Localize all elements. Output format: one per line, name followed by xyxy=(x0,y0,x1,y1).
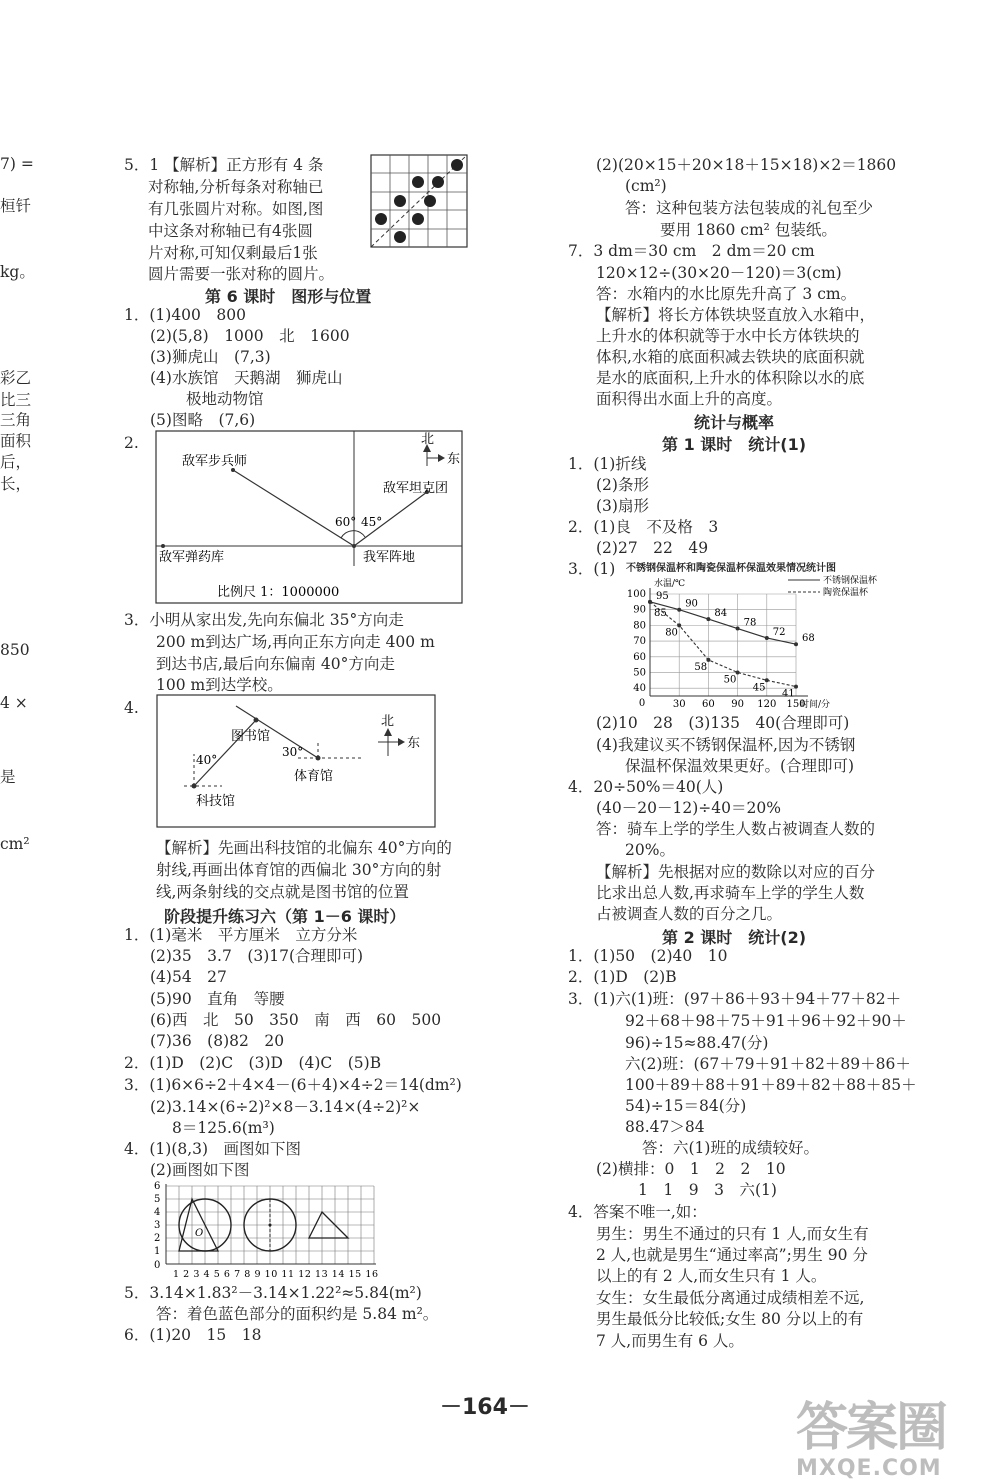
grid-y-labels xyxy=(154,1181,160,1271)
p5-line: 片对称,可知仅剩最后1张 xyxy=(148,244,318,262)
answer-line: (6)西 北 50 350 南 西 60 500 xyxy=(150,1011,442,1029)
data-point xyxy=(706,617,710,621)
answer-line: 以上的有 2 人,而女生只有 1 人。 xyxy=(596,1267,827,1285)
answer-line: (2)横排：0 1 2 2 10 xyxy=(596,1160,786,1178)
data-label: 58 xyxy=(694,661,708,673)
explanation-line: 射线,再画出体育馆的西偏北 30°方向的射 xyxy=(156,861,442,879)
answer-line: 88.47＞84 xyxy=(625,1118,705,1136)
angle-40: 40° xyxy=(196,753,218,767)
answer-line: 答：这种包装方法包装成的礼包至少 xyxy=(625,199,874,217)
answer-line: 男生最低分比较低;女生 80 分以上的有 xyxy=(596,1310,864,1328)
p5-line: 5．1 【解析】正方形有 4 条 xyxy=(124,156,324,174)
answer-line: 2. xyxy=(124,434,139,452)
y-tick-label: 80 xyxy=(633,620,646,632)
answer-line: 要用 1860 cm² 包装纸。 xyxy=(660,221,837,239)
answer-line: (3)狮虎山 (7,3) xyxy=(150,348,271,366)
answer-line: 男生：男生不通过的只有 1 人,而女生有 xyxy=(596,1225,869,1243)
data-label: 84 xyxy=(714,608,728,620)
cut-text: 4 × xyxy=(0,694,28,712)
grid-x-labels: 1 2 3 4 5 6 7 8 9 10 11 12 13 14 15 16 xyxy=(173,1269,378,1280)
explanation-line: 【解析】先根据对应的数除以对应的百分 xyxy=(596,863,876,881)
base-label: 我军阵地 xyxy=(363,550,416,565)
data-label: 50 xyxy=(723,674,737,686)
answer-line: 3．(1)六(1)班：(97＋86＋93＋94＋77＋82＋ xyxy=(568,990,902,1008)
answer-line: 120×12÷(30×20－120)＝3(cm) xyxy=(596,264,842,282)
answer-line: 8＝125.6(m³) xyxy=(172,1119,275,1137)
answer-line: 保温杯保温效果更好。(合理即可) xyxy=(625,757,855,775)
data-label: 95 xyxy=(656,590,669,602)
legend-label: 陶瓷保温杯 xyxy=(823,588,869,598)
cut-text: 850 xyxy=(0,641,30,659)
data-point xyxy=(794,642,798,646)
explanation-line: 比求出总人数,再求骑车上学的学生人数 xyxy=(596,884,865,902)
answer-line: 3．(1) xyxy=(568,560,616,578)
data-point xyxy=(648,600,652,604)
legend-label: 不锈钢保温杯 xyxy=(823,576,878,586)
p5-line: 对称轴,分析每条对称轴已 xyxy=(148,178,324,196)
answer-line: 1．(1)折线 xyxy=(568,455,647,473)
section-title: 第 1 课时 统计(1) xyxy=(662,435,807,454)
data-label: 45 xyxy=(752,682,766,694)
answer-line: 2．(1)D (2)C (3)D (4)C (5)B xyxy=(124,1054,382,1072)
cut-text: 三角 xyxy=(0,411,32,429)
x-axis-label: 时间/分 xyxy=(800,700,831,708)
angle-30: 30° xyxy=(282,745,304,759)
answer-line: (5)90 直角 等腰 xyxy=(150,990,285,1008)
svg-text:4: 4 xyxy=(154,1207,161,1218)
answer-line: 1 1 9 3 六(1) xyxy=(638,1181,777,1199)
battle-map-figure xyxy=(155,430,465,606)
cut-text: 彩乙 xyxy=(0,369,32,387)
x-tick-label: 120 xyxy=(757,699,777,708)
section-title: 统计与概率 xyxy=(694,413,775,432)
answer-line: 答：骑车上学的学生人数占被调查人数的 xyxy=(596,820,876,838)
section-title: 第 2 课时 统计(2) xyxy=(662,928,807,947)
answer-line: 4．答案不唯一,如： xyxy=(568,1203,707,1221)
cut-text: 是 xyxy=(0,768,16,786)
answer-line: 1．(1)毫米 平方厘米 立方分米 xyxy=(124,926,358,944)
answer-line: (4)54 27 xyxy=(150,968,227,986)
location-map-figure xyxy=(156,694,438,830)
explanation-line: 面积得出水面上升的高度。 xyxy=(596,390,783,408)
answer-line: 女生：女生最低分离通过成绩相差不远, xyxy=(596,1289,865,1307)
page-number: －164－ xyxy=(440,1395,530,1420)
explanation-line: 线,两条射线的交点就是图书馆的位置 xyxy=(156,883,409,901)
x-tick-label: 30 xyxy=(672,699,686,708)
answer-line: 7 人,而男生有 6 人。 xyxy=(596,1332,744,1350)
scale-label: 比例尺 1：1000000 xyxy=(217,585,340,600)
answer-line: 7．3 dm＝30 cm 2 dm＝20 cm xyxy=(568,242,815,260)
answer-line: (3)扇形 xyxy=(596,497,649,515)
angle-60: 60° xyxy=(335,515,357,529)
cut-text: 后， xyxy=(0,453,32,471)
svg-text:0: 0 xyxy=(154,1260,161,1271)
answer-line: 到达书店,最后向东偏南 40°方向走 xyxy=(156,655,395,673)
north-label: 北 xyxy=(421,432,435,447)
svg-text:3: 3 xyxy=(154,1220,161,1231)
east-label: 东 xyxy=(407,736,421,751)
explanation-line: 体积,水箱的底面积减去铁块的底面积就 xyxy=(596,348,865,366)
explanation-line: 是水的底面积,上升水的体积除以水的底 xyxy=(596,369,865,387)
data-label: 90 xyxy=(685,598,698,610)
answer-line: 4. xyxy=(124,699,139,717)
answer-line: 54)÷15＝84(分) xyxy=(625,1097,747,1115)
p5-line: 中这条对称轴已有4张圆 xyxy=(148,222,313,240)
cut-text: kg。 xyxy=(0,263,35,281)
explanation-line: 【解析】将长方体铁块竖直放入水箱中， xyxy=(596,306,876,324)
data-label: 41 xyxy=(782,688,795,700)
y-axis-label: 水温/℃ xyxy=(654,579,686,589)
angle-45: 45° xyxy=(361,515,383,529)
answer-line: (2)(5,8) 1000 北 1600 xyxy=(150,327,350,345)
p5-line: 圆片需要一张对称的圆片。 xyxy=(148,265,335,283)
data-point xyxy=(736,627,740,631)
x-tick-label: 90 xyxy=(731,699,744,708)
chart-title: 不锈钢保温杯和陶瓷保温杯保温效果情况统计图 xyxy=(626,563,836,574)
y-tick-label: 60 xyxy=(633,651,646,663)
data-point xyxy=(677,608,681,612)
y-tick-label: 50 xyxy=(633,667,646,679)
answer-line: (40－20－12)÷40＝20% xyxy=(596,799,781,817)
north-label: 北 xyxy=(381,714,395,729)
answer-line: 20%。 xyxy=(625,841,675,859)
answer-line: (7)36 (8)82 20 xyxy=(150,1032,285,1050)
data-label: 80 xyxy=(665,627,678,639)
data-label: 68 xyxy=(802,633,815,645)
x-tick-label: 60 xyxy=(702,699,715,708)
answer-line: 1．(1)50 (2)40 10 xyxy=(568,947,728,965)
explanation-line: 【解析】先画出科技馆的北偏东 40°方向的 xyxy=(156,839,452,857)
answer-line: 极地动物馆 xyxy=(186,390,264,408)
answer-line: 答：水箱内的水比原先升高了 3 cm。 xyxy=(596,285,857,303)
answer-line: 100 m到达学校。 xyxy=(156,676,283,694)
ammo-label: 敌军弹药库 xyxy=(159,550,225,565)
east-label: 东 xyxy=(447,452,461,467)
answer-line: 2 人,也就是男生“通过率高”;男生 90 分 xyxy=(596,1246,868,1264)
answer-line: 3．(1)6×6÷2＋4×4－(6＋4)×4÷2＝14(dm²) xyxy=(124,1076,462,1094)
answer-line: 答：六(1)班的成绩较好。 xyxy=(642,1139,819,1157)
data-point xyxy=(765,636,769,640)
answer-line: 92＋68＋98＋75＋91＋96＋92＋90＋ xyxy=(625,1012,907,1030)
data-label: 78 xyxy=(743,617,757,629)
data-label: 85 xyxy=(654,607,667,619)
cut-text: 比三 xyxy=(0,391,32,409)
y-tick-label: 90 xyxy=(633,604,646,616)
answer-line: 六(2)班：(67＋79＋91＋82＋89＋86＋ xyxy=(625,1055,911,1073)
answer-line: 2．(1)D (2)B xyxy=(568,968,677,986)
answer-line: (2)35 3.7 (3)17(合理即可) xyxy=(150,947,364,965)
answer-line: (2)(20×15＋20×18＋15×18)×2＝1860 xyxy=(596,156,897,174)
y-tick-label: 40 xyxy=(633,683,646,695)
answer-line: (2)3.14×(6÷2)²×8－3.14×(4÷2)²× xyxy=(150,1098,421,1116)
answer-line: 2．(1)良 不及格 3 xyxy=(568,518,719,536)
origin-label: O xyxy=(195,1228,204,1239)
infantry-label: 敌军步兵师 xyxy=(182,454,248,469)
answer-line: (4)水族馆 天鹅湖 狮虎山 xyxy=(150,369,343,387)
section-title: 阶段提升练习六（第 1－6 课时） xyxy=(164,907,406,926)
library-label: 图书馆 xyxy=(231,729,271,744)
answer-line: 答：着色蓝色部分的面积约是 5.84 m²。 xyxy=(156,1305,439,1323)
answer-line: 4．(1)(8,3) 画图如下图 xyxy=(124,1140,302,1158)
coordinate-grid-figure xyxy=(150,1180,382,1280)
x-tick-label: 150 xyxy=(786,699,806,708)
answer-line: (2)27 22 49 xyxy=(596,539,709,557)
explanation-line: 上升水的体积就等于水中长方体铁块的 xyxy=(596,327,860,345)
answer-line: 3．小明从家出发,先向东偏北 35°方向走 xyxy=(124,611,404,629)
y-tick-label: 70 xyxy=(633,636,646,648)
data-label: 72 xyxy=(772,626,786,638)
answer-line: (5)图略 (7,6) xyxy=(150,411,256,429)
svg-text:2: 2 xyxy=(154,1233,161,1244)
svg-text:6: 6 xyxy=(154,1181,161,1192)
svg-text:1: 1 xyxy=(154,1246,161,1257)
answer-line: 1．(1)400 800 xyxy=(124,306,246,324)
y-tick-label: 100 xyxy=(626,589,646,600)
cut-text: 桓钎 xyxy=(0,197,32,215)
tank-label: 敌军坦克团 xyxy=(383,481,449,496)
cut-text: 长， xyxy=(0,475,32,493)
symmetry-grid-figure xyxy=(370,154,470,250)
answer-line: (2)条形 xyxy=(596,476,649,494)
answer-line: (2)画图如下图 xyxy=(150,1161,250,1179)
cut-text: cm² xyxy=(0,835,30,853)
answer-line: 4．20÷50%＝40(人) xyxy=(568,778,724,796)
watermark-logo: 答案圈 MXQE.COM xyxy=(796,1398,947,1481)
answer-line: (cm²) xyxy=(625,177,667,195)
cut-text: 7) = xyxy=(0,155,34,173)
explanation-line: 占被调查人数的百分之几。 xyxy=(596,905,783,923)
science-label: 科技馆 xyxy=(196,794,236,809)
section-title: 第 6 课时 图形与位置 xyxy=(205,287,372,306)
p5-line: 有几张圆片对称。如图,图 xyxy=(148,200,324,218)
answer-line: 96)÷15≈88.47(分) xyxy=(625,1034,769,1052)
answer-line: 100＋89＋88＋91＋89＋82＋88＋85＋ xyxy=(625,1076,917,1094)
answer-line: 5．3.14×1.83²－3.14×1.22²≈5.84(m²) xyxy=(124,1284,422,1302)
cut-text: 面积 xyxy=(0,432,32,450)
answer-line: 6．(1)20 15 18 xyxy=(124,1326,262,1344)
answer-line: (2)10 28 (3)135 40(合理即可) xyxy=(596,714,850,732)
x-tick-label: 0 xyxy=(638,698,646,708)
temperature-line-chart xyxy=(618,574,890,708)
gym-label: 体育馆 xyxy=(294,769,334,784)
answer-line: (4)我建议买不锈钢保温杯,因为不锈钢 xyxy=(596,736,856,754)
answer-line: 200 m到达广场,再向正东方向走 400 m xyxy=(156,633,435,651)
svg-text:5: 5 xyxy=(154,1194,161,1205)
